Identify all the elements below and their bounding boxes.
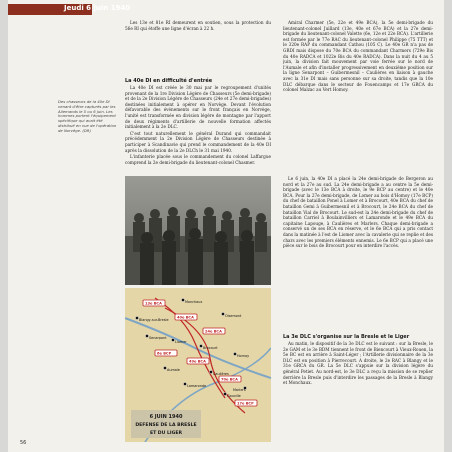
- battle-map: [125, 288, 271, 442]
- unit-label: 6e BCP: [157, 351, 172, 356]
- map-title-line1: DEFENSE DE LA BRESLE: [135, 423, 197, 428]
- town-label: Caulières: [213, 372, 229, 376]
- town-label: Marlers: [233, 388, 246, 392]
- paragraph: La 40e DI est créée le 30 mai par le regroupement d'unités provenant de la 1re Division Légère de Chasseurs (5e demi-brigade) et de la 2e Division Légère de Chasseurs (24e et 27e demi-brigades) destinées initialement à opérer en Norvège. Devant l'évolution défavorable des événements sur le front français en Norvège, l'unité est transformée en division légère de montagne par l'apport de deux régiments d'artillerie de nouvelle formation affectés initialement à la 2e DLC.: [125, 85, 271, 130]
- unit-label: 70e BCA: [221, 377, 238, 382]
- right-column-bottom: [283, 332, 433, 442]
- paragraph: C'est tout naturellement le général Durand qui commandait précédemment la 2e Division Légère de Chasseurs destinée à participer à Scandinavie qui prend le commandement de la 40e DI après la dissolution de la 2e DLCh le 31 mai 1940.: [125, 130, 271, 153]
- intro-paragraph: [125, 20, 271, 72]
- page-number: 56: [20, 440, 27, 446]
- paragraph: Au matin, le dispositif de la 3e DLC est le suivant : sur la Bresle, le 2e GAM et le 3e BDM tiennent le front de Biencourt à Vieux-Rouen, la 5e BC est en arrière à Saint-Léger ; l'Artillerie divisionnaire de la 3e DLC est en position à Pierrecourt. A droite, le 2e RAC à Blangy et le 31e GRCA du GR. La 5e DLC s'appuie sur la division légère du général Petiet. Au nord-est, le 3e DLC a reçu la mission de se replier derrière la Bresle puis d'interdire les passages de la Bresle à Blangy et Monchaux.: [283, 341, 433, 386]
- right-column-mid: [283, 176, 433, 326]
- town-label: Oisemont: [225, 314, 242, 318]
- intro-text: Les 13e et 81e RI demeurent en soutien, sous la protection du 56e RI qui étoffe une ligne d'écran à 22 h.: [125, 20, 271, 31]
- town-label: Lamaronde: [187, 384, 207, 388]
- section-40di: [125, 76, 271, 174]
- map-title-date: 6 JUIN 1940: [149, 414, 183, 420]
- soldiers-photo: [125, 176, 271, 285]
- section-title: La 3e DLC s'organise sur la Bresle et le Liger: [283, 334, 410, 340]
- town-label: Brocourt: [203, 346, 218, 350]
- section-title: La 40e DI en difficulté d'entrée: [125, 78, 213, 84]
- magazine-page: [8, 0, 444, 452]
- town-label: Blangy-sur-Bresle: [139, 318, 169, 322]
- paragraph: Le 6 juin, la 40e DI a placé la 24e demi-brigade de Bergeron au nord et la 27e au sud. La 24e demi-brigade a au centre la 5e demi-brigade (avec le 13e BCA à droite, le 9e BCP au centre) et le 40e BCA. Pour la 27e demi-brigade, de Lomer au bois d'Homoy (17e BCP) du chef de bataillon Ponel à Lomer et à Brocourt, 40e BCA du chef de bataillon Gemi à Guibermesnil et à Brocourt, le 24e BCA du chef de bataillon Vial de Brocourt. Le sud-est la 24e demi-brigade du chef de bataillon Carriel à Boulainvilliers et Lamaronde et le 49e BCA du capitaine Lapouge, à Caulières et Marlers. Chaque demi-brigade a conservé un de ses BCA en réserve, et le 6e BCA qui a pris contact dans la matinée à l'est de Liomer avec la cavalerie qui se replie et des chars avec les premiers éléments ennemis. Le 6e BCP qui a placé une pièce sur le bois de Brocourt pour en interdire l'accès.: [283, 176, 433, 249]
- paragraph: Amiral Charmer (5e, 22e et 49e BCA), la 5e demi-brigade du lieutenant-colonel Juillard (13e, 40e et 67e BCA) et la 27e demi-brigade du lieutenant-colonel Valette (6e, 12e et 22e BCA). L'artillerie est formée par le 77e RAC du lieutenant-colonel Philippe (75 TTT) et le 320e RAP du commandant Cathou (105 C). Le 40e GR n'a pas de GRDI mais dispose du 70e BCA du commandant Charmers (729e Bis du 40e RADCA et 1022e Bis du 40e RADCA). Dans la nuit du 4 au 5 juin, la division fait mouvement par voie ferrée sur le nord de l'Aumale et afin d'installer progressivement en deuxième position sur la ligne Senarpont – Guibermesnil – Caulières en liaison à gauche avec la 31e DI mais sans personne sur sa droite, tandis que la 10e DLC débarque dans le secteur de Fouencamps et 17e GRCA du colonel Malzac au Vert Homoy.: [283, 20, 433, 93]
- town-label: Aumale: [167, 368, 180, 372]
- unit-label: 17e BCP: [237, 401, 254, 406]
- town-label: Gauville: [227, 394, 241, 398]
- town-label: Hornoy: [237, 354, 250, 358]
- photo-caption: Des chasseurs de la 40e DI venant d'être capturés par les Allemands le 5 ou 6 juin. Les hommes portent l'équipement spécifique qui avait été distribué en vue de l'opération de Norvège. (DR): [58, 99, 117, 133]
- unit-label: 49e BCA: [189, 359, 206, 364]
- map-title-line2: ET DU LIGER: [149, 431, 183, 436]
- paragraph: L'infanterie placée sous le commandement du colonel Laffargue comprend la 2e demi-brigade du lieutenant-colonel Chasmer.: [125, 154, 271, 165]
- town-label: Liomer: [175, 340, 187, 344]
- header-date-tag: Jeudi 6 juin 1940: [64, 4, 131, 12]
- town-label: Monchaux: [185, 300, 203, 304]
- unit-label: 13e BCA: [145, 301, 162, 306]
- right-column-top: [283, 20, 433, 170]
- town-label: Senarpont: [149, 336, 167, 340]
- unit-label: 24e BCA: [205, 329, 222, 334]
- unit-label: 40e BCA: [177, 315, 194, 320]
